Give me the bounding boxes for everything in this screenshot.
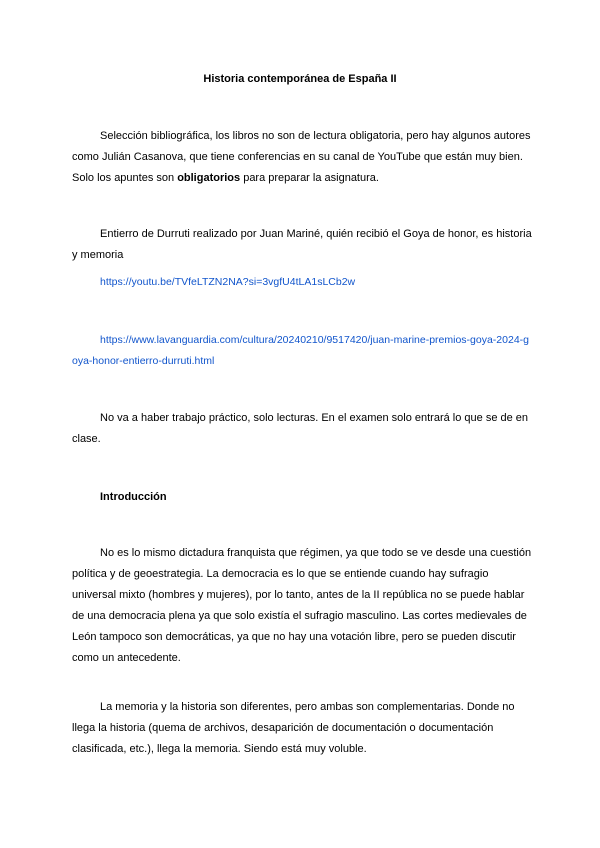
intro-text: Selección bibliográfica, los libros no son de lectura obligatoria, pero hay algunos autores como Julián Casanova, que tiene conferencias en su canal de YouTube que están muy bien. Solo los apuntes son xyxy=(72,130,531,184)
dictadura-paragraph: No es lo mismo dictadura franquista que régimen, ya que todo se ve desde una cuestión política y de geoestrategia. La democracia es lo que se entiende cuando hay sufragio universal mixto (hombres y mujeres), por lo tanto, antes de la II república no se puede hablar de una democracia plena ya que solo existía el sufragio masculino. Las cortes medievales de León tampoco son democráticas, ya que no hay una votación libre, pero se pueden discutir como un antecedente. xyxy=(72,547,532,664)
document-title: Historia contemporánea de España II xyxy=(203,73,397,85)
durruti-paragraph: Entierro de Durruti realizado por Juan Mariné, quién recibió el Goya de honor, es historia y memoria xyxy=(72,228,532,261)
youtube-link[interactable]: https://youtu.be/TVfeLTZN2NA?si=3vgfU4tLA1sLCb2w xyxy=(100,276,356,288)
section-heading: Introducción xyxy=(100,491,167,503)
memoria-paragraph: La memoria y la historia son diferentes, pero ambas son complementarias. Donde no llega la historia (quema de archivos, desaparición de documentación o documentación clasificada, etc.), llega la memoria. Siendo está muy voluble. xyxy=(72,701,515,755)
intro-bold-text: obligatorios xyxy=(177,172,241,184)
intro-paragraph xyxy=(72,126,532,189)
lavanguardia-link[interactable]: https://www.lavanguardia.com/cultura/20240210/9517420/juan-marine-premios-goya-2024-goya-honor-entierro-durruti.html xyxy=(72,334,530,367)
practical-note-paragraph: No va a haber trabajo práctico, solo lecturas. En el examen solo entrará lo que se de en clase. xyxy=(72,412,529,445)
intro-text-end: para preparar la asignatura. xyxy=(240,172,379,184)
